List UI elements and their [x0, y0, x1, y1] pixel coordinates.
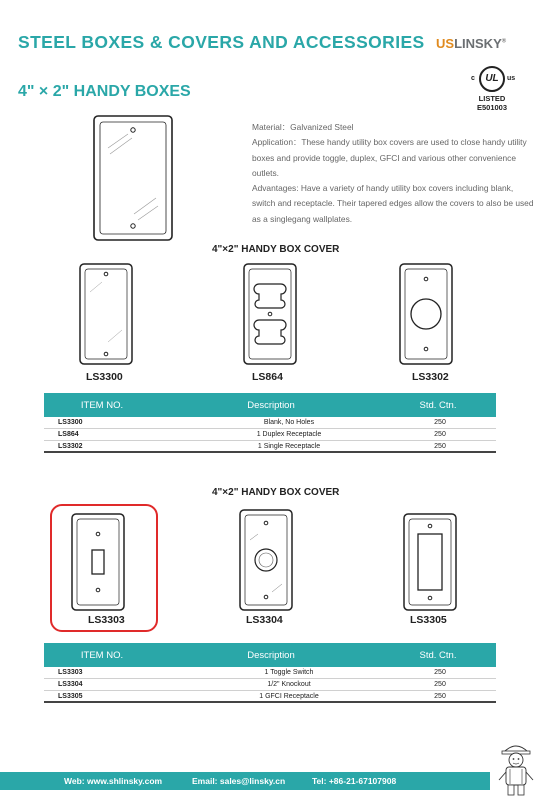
product-ls3300 [78, 262, 134, 366]
description-cell: 1 Duplex Receptacle [256, 431, 322, 438]
std-ctn-cell: 250 [434, 442, 446, 450]
product-ls3305 [402, 512, 458, 612]
cover-group-2-title: 4"×2" HANDY BOX COVER [212, 487, 340, 498]
item-no-cell: LS3304 [58, 681, 83, 688]
std-ctn-cell: 250 [434, 669, 446, 676]
std-ctn-cell: 250 [434, 681, 446, 688]
table-row [44, 441, 496, 453]
product-code-ls3304: LS3304 [246, 614, 283, 626]
footer-web: Web: www.shlinsky.com [64, 776, 163, 786]
table-row [44, 417, 496, 429]
description-cell: 1 Toggle Switch [264, 669, 314, 676]
page-title: STEEL BOXES & COVERS AND ACCESSORIES [18, 32, 425, 52]
product-code-ls864: LS864 [252, 371, 283, 383]
item-no-cell: LS864 [58, 431, 79, 438]
knockout-cover-icon [238, 508, 294, 612]
worker-mascot-icon [494, 738, 538, 798]
mascot-illustration [494, 738, 538, 798]
registered-icon: ® [501, 38, 507, 45]
advantages-text: Advantages: Have a variety of handy utility box covers including blank, switch and receptacle. Their tapered edges allow the covers to also be used as a singlegang wallplates. [252, 183, 534, 224]
header-item-no: ITEM NO. [80, 399, 124, 411]
product-code-ls3302: LS3302 [412, 371, 449, 383]
table-row [44, 679, 496, 691]
ul-c-label: c [471, 75, 475, 82]
header-description: Description [247, 649, 295, 661]
product-code-ls3300: LS3300 [86, 371, 123, 383]
table-header [44, 643, 496, 667]
table-header [44, 393, 496, 417]
description-cell: 1 GFCI Receptacle [259, 692, 319, 700]
gfci-cover-icon [402, 512, 458, 612]
product-code-ls3303: LS3303 [88, 614, 125, 626]
product-ls3303 [70, 512, 126, 612]
header-std-ctn: Std. Ctn. [419, 399, 457, 411]
item-no-cell: LS3300 [58, 419, 83, 426]
brand-part-2: LINSKY [454, 36, 502, 51]
product-ls864 [242, 262, 298, 366]
material-text: Material：Galvanized Steel [252, 122, 354, 132]
spec-table-group-2 [44, 643, 496, 703]
description-cell: Blank, No Holes [263, 419, 315, 426]
description-cell: 1 Single Receptacle [257, 442, 321, 450]
footer-email: Email: sales@linsky.cn [192, 776, 286, 786]
table-row [44, 691, 496, 703]
std-ctn-cell: 250 [434, 419, 446, 426]
brand-logo [436, 36, 506, 51]
duplex-cover-icon [242, 262, 298, 366]
cover-group-1-title: 4"×2" HANDY BOX COVER [212, 244, 340, 255]
item-no-cell: LS3305 [58, 692, 83, 700]
table-row [44, 667, 496, 679]
ul-file-number: E501003 [476, 103, 508, 112]
blank-cover-illustration [72, 114, 232, 242]
header-std-ctn: Std. Ctn. [419, 649, 457, 661]
footer-tel: Tel: +86-21-67107908 [312, 776, 397, 786]
brand-part-1: US [436, 36, 455, 51]
ul-us-label: us [507, 75, 516, 82]
ul-certification-mark [465, 66, 529, 122]
single-receptacle-cover-icon [398, 262, 454, 366]
blank-cover-icon [72, 114, 232, 242]
footer-bar [0, 772, 490, 790]
product-ls3302 [398, 262, 454, 366]
product-code-ls3305: LS3305 [410, 614, 447, 626]
toggle-switch-cover-icon [70, 512, 126, 612]
ul-logo-icon: UL [479, 66, 505, 92]
product-description [252, 120, 537, 227]
blank-cover-icon [78, 262, 134, 366]
item-no-cell: LS3302 [58, 442, 83, 450]
section-title: 4" × 2" HANDY BOXES [18, 83, 191, 100]
std-ctn-cell: 250 [434, 431, 446, 438]
application-text: Application：These handy utility box covers are used to close handy utility boxes and provide toggle, duplex, GFCI and various other convenience outlets. [252, 137, 527, 178]
header-item-no: ITEM NO. [80, 649, 124, 661]
item-no-cell: LS3303 [58, 669, 83, 676]
product-ls3304 [238, 508, 294, 612]
table-row [44, 429, 496, 441]
ul-listed-label: LISTED [478, 94, 506, 103]
header-description: Description [247, 399, 295, 411]
spec-table-group-1 [44, 393, 496, 453]
description-cell: 1/2" Knockout [267, 681, 311, 688]
std-ctn-cell: 250 [434, 692, 446, 700]
